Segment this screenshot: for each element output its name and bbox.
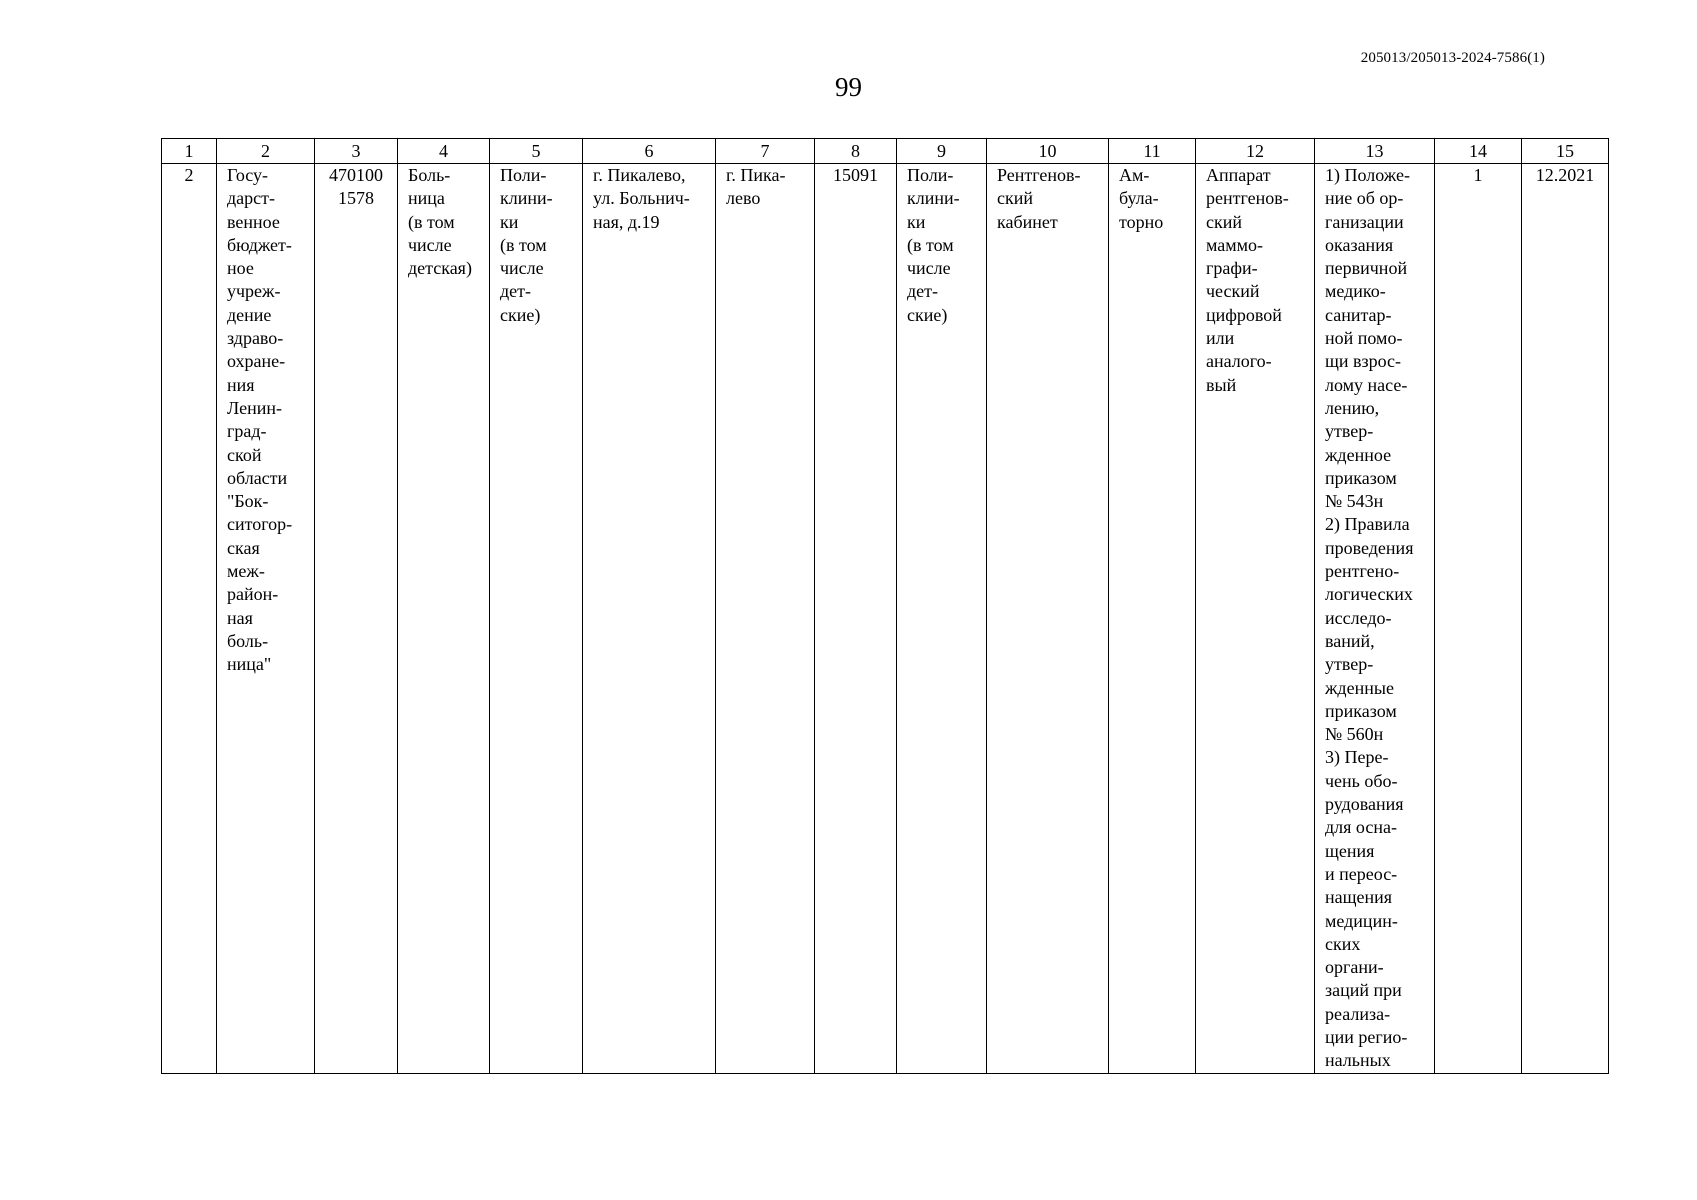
col-header-12: 12 [1196, 139, 1315, 164]
col-header-5: 5 [490, 139, 583, 164]
cell-row-number: 2 [162, 164, 217, 1074]
cell-subdivision-type: Поли- клини- ки (в том числе дет- ские) [490, 164, 583, 1074]
col-header-10: 10 [987, 139, 1109, 164]
table-row [162, 164, 1609, 1074]
cell-locality: г. Пика- лево [716, 164, 815, 1074]
col-header-15: 15 [1522, 139, 1609, 164]
col-header-3: 3 [315, 139, 398, 164]
col-header-4: 4 [398, 139, 490, 164]
cell-equipment: Аппарат рентгенов- ский маммо- графи- ческий цифровой или аналого- вый [1196, 164, 1315, 1074]
col-header-7: 7 [716, 139, 815, 164]
registry-table [161, 138, 1609, 1074]
page-number: 99 [835, 72, 862, 102]
col-header-14: 14 [1435, 139, 1522, 164]
col-header-2: 2 [217, 139, 315, 164]
cell-institution-type: Боль- ница (в том числе детская) [398, 164, 490, 1074]
col-header-13: 13 [1315, 139, 1435, 164]
cell-quantity: 1 [1435, 164, 1522, 1074]
col-header-6: 6 [583, 139, 716, 164]
header-row [162, 139, 1609, 164]
col-header-8: 8 [815, 139, 897, 164]
cell-organization-name: Госу- дарст- венное бюджет- ное учреж- дение здраво- охране- ния Ленин- град- ской области "Бок- ситогор- ская меж- район- ная боль- ница" [217, 164, 315, 1074]
cell-regulations: 1) Положе- ние об ор- ганизации оказания первичной медико- санитар- ной помо- щи взрос- лому насе- лению, утвер- жденное приказом № 543н 2) Правила проведения рентгено- логических исследо- ваний, утвер- жденные приказом № 560н 3) Пере- чень обо- рудования для осна- щения и переос- нащения медицин- ских органи- заций при реализа- ции регио- нальных [1315, 164, 1435, 1074]
col-header-11: 11 [1109, 139, 1196, 164]
document-id: 205013/205013-2024-7586(1) [1360, 50, 1545, 66]
cell-date: 12.2021 [1522, 164, 1609, 1074]
cell-address: г. Пикалево, ул. Больнич- ная, д.19 [583, 164, 716, 1074]
col-header-9: 9 [897, 139, 987, 164]
cell-care-conditions: Ам- була- торно [1109, 164, 1196, 1074]
cell-code: 15091 [815, 164, 897, 1074]
cell-department: Рентгенов- ский кабинет [987, 164, 1109, 1074]
cell-unit-type: Поли- клини- ки (в том числе дет- ские) [897, 164, 987, 1074]
col-header-1: 1 [162, 139, 217, 164]
cell-inn: 470100 1578 [315, 164, 398, 1074]
